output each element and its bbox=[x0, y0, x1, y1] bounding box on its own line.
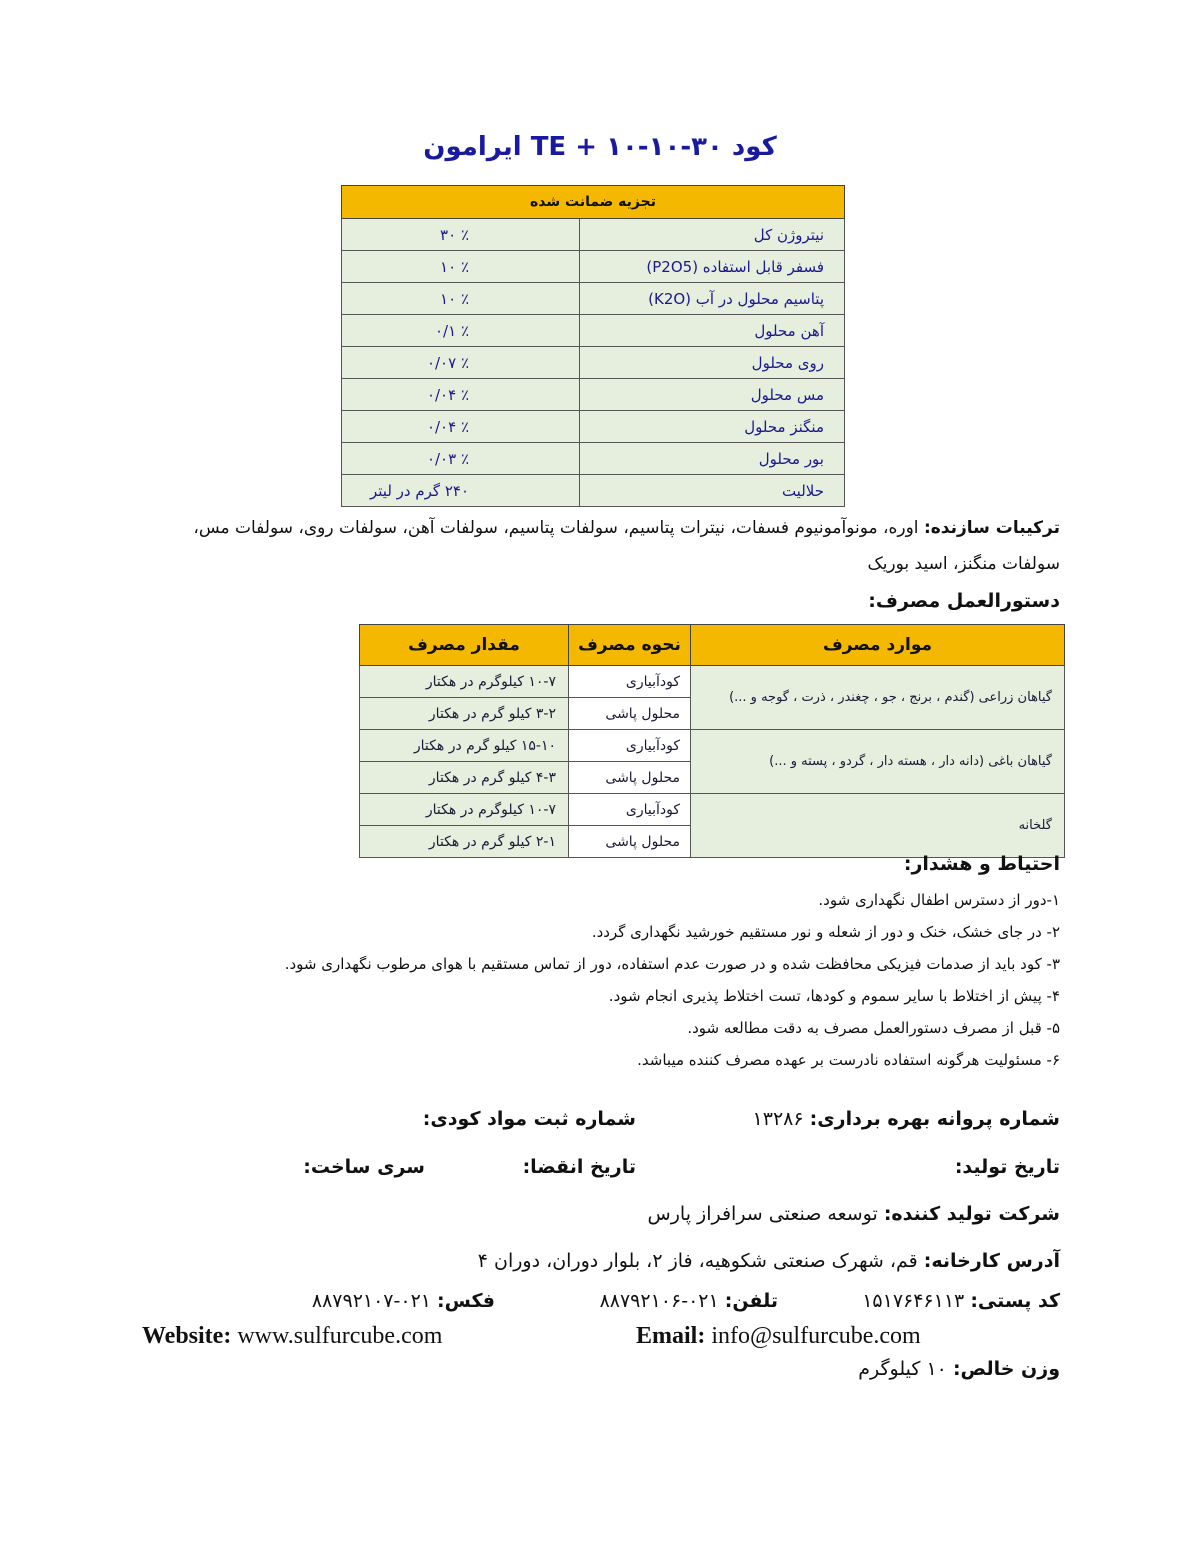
analysis-label: فسفر قابل استفاده (P2O5) bbox=[580, 251, 845, 283]
email-label: Email: bbox=[636, 1323, 706, 1349]
analysis-row bbox=[342, 315, 845, 347]
license-value: ۱۳۲۸۶ bbox=[752, 1108, 810, 1130]
analysis-label: بور محلول bbox=[580, 443, 845, 475]
analysis-label: حلالیت bbox=[580, 475, 845, 507]
composition-label: ترکیبات سازنده: bbox=[923, 518, 1060, 538]
analysis-value: ٪ ۰/۰۴ bbox=[342, 411, 580, 443]
analysis-row bbox=[342, 475, 845, 507]
analysis-row bbox=[342, 379, 845, 411]
batch-label: سری ساخت: bbox=[303, 1156, 425, 1178]
website-line bbox=[142, 1323, 442, 1350]
warning-item: ۲- در جای خشک، خنک و دور از شعله و نور مستقیم خورشید نگهداری گردد. bbox=[591, 923, 1060, 941]
production-date-line bbox=[955, 1156, 1060, 1178]
usage-amount: ۱۰-۷ کیلوگرم در هکتار bbox=[360, 666, 569, 698]
warning-item: ۴- پیش از اختلاط با سایر سموم و کودها، تست اختلاط پذیری انجام شود. bbox=[608, 987, 1060, 1005]
license-line bbox=[753, 1108, 1060, 1130]
warnings-list bbox=[160, 884, 1060, 1076]
analysis-row bbox=[342, 219, 845, 251]
registration-line bbox=[423, 1108, 636, 1130]
analysis-row bbox=[342, 347, 845, 379]
analysis-value: ٪ ۰/۰۷ bbox=[342, 347, 580, 379]
usage-amount: ۱۰-۷ کیلوگرم در هکتار bbox=[360, 794, 569, 826]
product-title: کود TE + ۱۰-۱۰-۳۰ ایرامون bbox=[423, 132, 777, 162]
address-line bbox=[478, 1250, 1060, 1272]
address-label: آدرس کارخانه: bbox=[923, 1250, 1060, 1272]
email-line bbox=[636, 1323, 921, 1350]
analysis-label: آهن محلول bbox=[580, 315, 845, 347]
analysis-value: ٪ ۱۰ bbox=[342, 251, 580, 283]
usage-header-amount: مقدار مصرف bbox=[360, 625, 569, 666]
analysis-value: ٪ ۳۰ bbox=[342, 219, 580, 251]
usage-header-case: موارد مصرف bbox=[691, 625, 1065, 666]
warning-item: ۳- کود باید از صدمات فیزیکی محافظت شده و در صورت عدم استفاده، دور از تماس مستقیم با هوای مرطوب نگهداری شود. bbox=[284, 955, 1060, 973]
usage-row bbox=[360, 794, 1065, 826]
warnings-heading: احتیاط و هشدار: bbox=[903, 853, 1060, 875]
website-link[interactable]: www.sulfurcube.com bbox=[231, 1323, 443, 1349]
fax-label: فکس: bbox=[437, 1290, 495, 1312]
usage-amount: ۲-۱ کیلو گرم در هکتار bbox=[360, 826, 569, 858]
usage-case: گیاهان باغی (دانه دار ، هسته دار ، گردو ، پسته و ...) bbox=[691, 730, 1065, 794]
phone-label: تلفن: bbox=[724, 1290, 778, 1312]
postal-label: کد پستی: bbox=[970, 1290, 1060, 1312]
usage-method: محلول پاشی bbox=[569, 826, 691, 858]
website-label: Website: bbox=[142, 1323, 232, 1349]
batch-line bbox=[303, 1156, 425, 1178]
manufacturer-value: توسعه صنعتی سرافراز پارس bbox=[647, 1203, 884, 1225]
analysis-row bbox=[342, 251, 845, 283]
composition bbox=[140, 510, 1060, 582]
usage-heading: دستورالعمل مصرف: bbox=[868, 590, 1060, 612]
fax-value: ۰۲۱-۸۸۷۹۲۱۰۷ bbox=[311, 1290, 438, 1312]
analysis-value: ٪ ۰/۱ bbox=[342, 315, 580, 347]
usage-amount: ۱۵-۱۰ کیلو گرم در هکتار bbox=[360, 730, 569, 762]
address-value: قم، شهرک صنعتی شکوهیه، فاز ۲، بلوار دوران، دوران ۴ bbox=[477, 1250, 924, 1272]
analysis-value: ٪ ۱۰ bbox=[342, 283, 580, 315]
composition-text: اوره، مونوآمونیوم فسفات، نیترات پتاسیم، سولفات پتاسیم، سولفات آهن، سولفات روی، سولفات مس، سولفات منگنز، اسید بوریک bbox=[193, 518, 1060, 574]
usage-method: محلول پاشی bbox=[569, 762, 691, 794]
analysis-value: ۲۴۰ گرم در لیتر bbox=[342, 475, 580, 507]
analysis-header: تجزیه ضمانت شده bbox=[342, 186, 845, 219]
usage-method: کودآبیاری bbox=[569, 794, 691, 826]
analysis-label: منگنز محلول bbox=[580, 411, 845, 443]
analysis-row bbox=[342, 283, 845, 315]
analysis-label: مس محلول bbox=[580, 379, 845, 411]
production-date-label: تاریخ تولید: bbox=[954, 1156, 1060, 1178]
usage-method: کودآبیاری bbox=[569, 730, 691, 762]
email-link[interactable]: info@sulfurcube.com bbox=[705, 1323, 921, 1349]
postal-value: ۱۵۱۷۶۴۶۱۱۳ bbox=[862, 1290, 971, 1312]
phone-line bbox=[600, 1290, 778, 1312]
analysis-row bbox=[342, 411, 845, 443]
fax-line bbox=[312, 1290, 495, 1312]
analysis-body bbox=[342, 219, 845, 507]
usage-amount: ۳-۲ کیلو گرم در هکتار bbox=[360, 698, 569, 730]
usage-body bbox=[360, 666, 1065, 858]
analysis-label: روی محلول bbox=[580, 347, 845, 379]
weight-value: ۱۰ کیلوگرم bbox=[858, 1358, 953, 1380]
guaranteed-analysis-table bbox=[341, 185, 845, 507]
usage-header-method: نحوه مصرف bbox=[569, 625, 691, 666]
registration-label: شماره ثبت مواد کودی: bbox=[422, 1108, 636, 1130]
manufacturer-label: شرکت تولید کننده: bbox=[883, 1203, 1060, 1225]
weight-line bbox=[858, 1358, 1060, 1380]
usage-amount: ۴-۳ کیلو گرم در هکتار bbox=[360, 762, 569, 794]
warning-item: ۶- مسئولیت هرگونه استفاده نادرست بر عهده مصرف کننده میباشد. bbox=[637, 1051, 1060, 1069]
expiry-line bbox=[523, 1156, 636, 1178]
postal-line bbox=[862, 1290, 1060, 1312]
analysis-value: ٪ ۰/۰۴ bbox=[342, 379, 580, 411]
analysis-value: ٪ ۰/۰۳ bbox=[342, 443, 580, 475]
analysis-label: نیتروژن کل bbox=[580, 219, 845, 251]
usage-row bbox=[360, 730, 1065, 762]
license-label: شماره پروانه بهره برداری: bbox=[809, 1108, 1060, 1130]
usage-table bbox=[359, 624, 1065, 858]
analysis-label: پتاسیم محلول در آب (K2O) bbox=[580, 283, 845, 315]
warning-item: ۵- قبل از مصرف دستورالعمل مصرف به دقت مطالعه شود. bbox=[687, 1019, 1060, 1037]
usage-method: محلول پاشی bbox=[569, 698, 691, 730]
warning-item: ۱-دور از دسترس اطفال نگهداری شود. bbox=[818, 891, 1060, 909]
usage-case: گیاهان زراعی (گندم ، برنج ، جو ، چغندر ، ذرت ، گوجه و ...) bbox=[691, 666, 1065, 730]
manufacturer-line bbox=[648, 1203, 1060, 1225]
analysis-row bbox=[342, 443, 845, 475]
usage-case: گلخانه bbox=[691, 794, 1065, 858]
expiry-label: تاریخ انقضا: bbox=[522, 1156, 636, 1178]
usage-row bbox=[360, 666, 1065, 698]
usage-method: کودآبیاری bbox=[569, 666, 691, 698]
weight-label: وزن خالص: bbox=[952, 1358, 1060, 1380]
phone-value: ۰۲۱-۸۸۷۹۲۱۰۶ bbox=[599, 1290, 725, 1312]
